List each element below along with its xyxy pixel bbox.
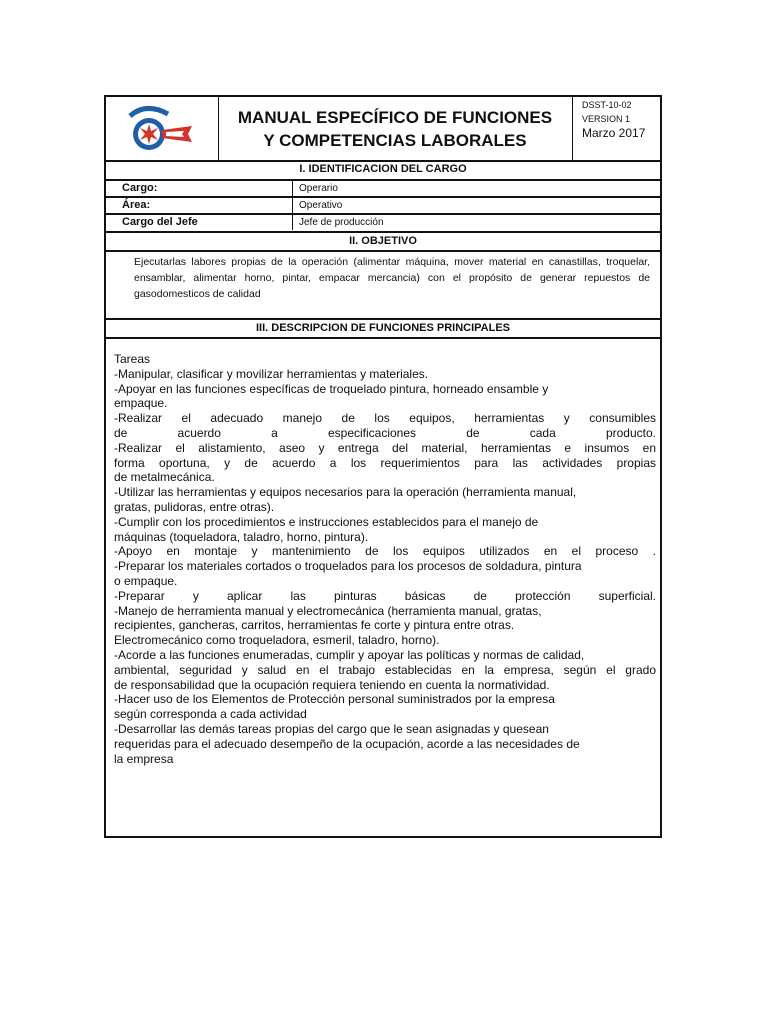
function-line: de responsabilidad que la ocupación requiera teniendo en cuenta la normatividad.	[114, 677, 550, 692]
function-line: -Acorde a las funciones enumeradas, cumplir y apoyar las políticas y normas de calidad,	[114, 647, 585, 662]
function-line: ambiental, seguridad y salud en el trabajo establecidas en la empresa, según el grado	[114, 662, 656, 677]
function-line: -Apoyo en montaje y mantenimiento de los equipos utilizados en el proceso .	[114, 544, 656, 559]
field-value: Operario	[292, 181, 338, 196]
field-value: Jefe de producción	[292, 215, 384, 230]
field-value: Operativo	[292, 198, 342, 213]
field-label: Cargo del Jefe	[122, 216, 198, 228]
field-label: Cargo:	[122, 182, 158, 194]
function-line: Electromecánico como troqueladora, esmeril, taladro, horno).	[114, 633, 440, 648]
objective-text: Ejecutarlas labores propias de la operación (alimentar máquina, mover material en canastillas, troquelar, ensamblar, alimentar horno, pintar, empacar mercancia) con el propósito de generar repuestos de gasodomesticos de calidad	[134, 256, 650, 300]
field-row-area	[106, 196, 660, 213]
section-objetivo-title: II. OBJETIVO	[349, 235, 417, 247]
function-line: según corresponda a cada actividad	[114, 707, 307, 722]
document-version: VERSION 1	[582, 114, 631, 124]
document-meta	[576, 97, 660, 160]
document-code: DSST-10-02	[582, 100, 632, 110]
function-line: -Realizar el adecuado manejo de los equipos, herramientas y consumibles	[114, 411, 656, 426]
document-header	[106, 97, 660, 162]
divider	[106, 250, 660, 252]
function-line: -Manejo de herramienta manual y electromecánica (herramienta manual, gratas,	[114, 603, 542, 618]
document-date: Marzo 2017	[582, 126, 646, 140]
function-line: requeridas para el adecuado desempeño de la ocupación, acorde a las necesidades de	[114, 736, 580, 751]
function-line: -Apoyar en las funciones específicas de troquelado pintura, horneado ensamble y	[114, 381, 549, 396]
title-line-1: MANUAL ESPECÍFICO DE FUNCIONES	[237, 107, 553, 127]
field-row-cargo-jefe	[106, 213, 660, 230]
function-line: la empresa	[114, 751, 174, 766]
function-line: de acuerdo a especificaciones de cada producto.	[114, 425, 656, 440]
function-line: de metalmecánica.	[114, 470, 215, 485]
field-row-cargo	[106, 179, 660, 196]
functions-list	[114, 352, 656, 766]
title-line-2: Y COMPETENCIAS LABORALES	[263, 130, 527, 150]
function-line: -Preparar y aplicar las pinturas básicas de protección superficial.	[114, 588, 656, 603]
function-line: Tareas	[114, 352, 151, 366]
function-line: -Desarrollar las demás tareas propias del cargo que le sean asignadas y quesean	[114, 721, 549, 736]
company-emblem-icon	[124, 104, 196, 154]
divider	[106, 337, 660, 339]
function-line: forma oportuna, y de acuerdo a los requerimientos para las actividades propias	[114, 455, 656, 470]
document-title	[218, 97, 573, 160]
function-line: -Cumplir con los procedimientos e instrucciones establecidos para el manejo de	[114, 514, 539, 529]
function-line: gratas, pulidoras, entre otras).	[114, 499, 275, 514]
function-line: máquinas (toqueladora, taladro, horno, pintura).	[114, 529, 369, 544]
function-line: -Preparar los materiales cortados o troquelados para los procesos de soldadura, pintura	[114, 559, 582, 574]
function-line: -Utilizar las herramientas y equipos necesarios para la operación (herramienta manual,	[114, 485, 577, 500]
function-line: recipientes, gancheras, carritos, herramientas fe corte y pintura entre otras.	[114, 618, 515, 633]
field-label: Área:	[122, 199, 151, 211]
section-identificacion-title: I. IDENTIFICACION DEL CARGO	[299, 163, 467, 175]
function-line: o empaque.	[114, 573, 178, 588]
logo-cell	[106, 97, 219, 160]
document-form	[104, 95, 662, 838]
function-line: empaque.	[114, 396, 168, 411]
function-line: -Manipular, clasificar y movilizar herramientas y materiales.	[114, 366, 429, 381]
function-line: -Hacer uso de los Elementos de Protección personal suministrados por la empresa	[114, 692, 555, 707]
function-line: -Realizar el alistamiento, aseo y entrega del material, herramientas e insumos en	[114, 440, 656, 455]
section-funciones-title: III. DESCRIPCION DE FUNCIONES PRINCIPALES	[255, 322, 511, 334]
